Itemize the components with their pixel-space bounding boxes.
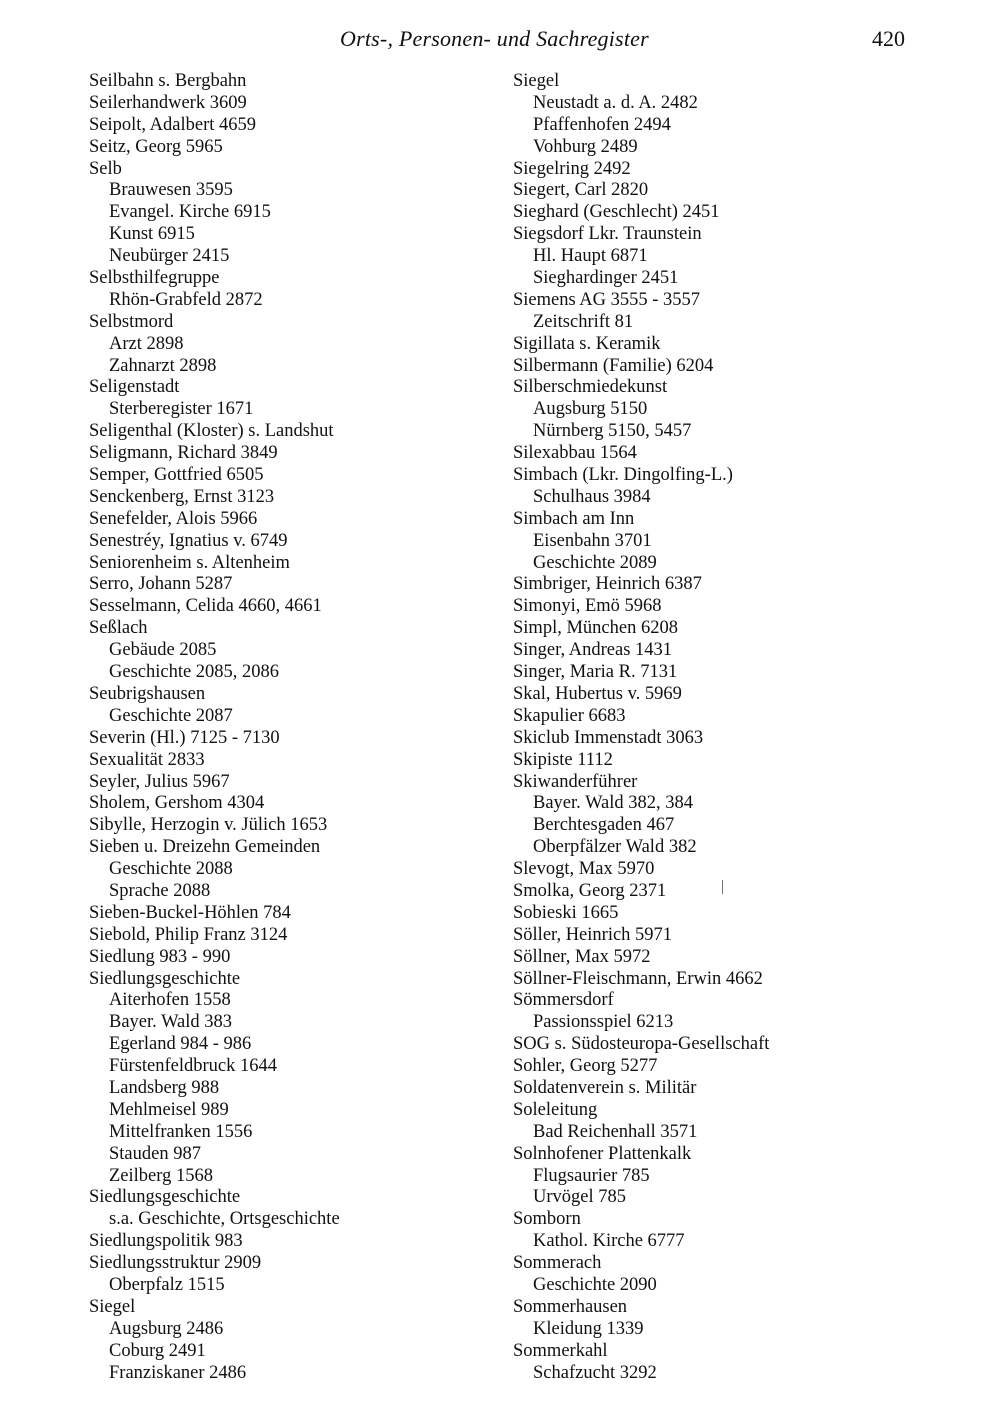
index-entry: Solnhofener Plattenkalk xyxy=(513,1143,692,1164)
index-subentry: Kleidung 1339 xyxy=(533,1318,644,1339)
index-subentry: Berchtesgaden 467 xyxy=(533,815,675,836)
index-subentry: Hl. Haupt 6871 xyxy=(533,246,648,267)
index-entry: Seligmann, Richard 3849 xyxy=(89,443,278,464)
index-entry: Seniorenheim s. Altenheim xyxy=(89,552,290,573)
index-subentry: Gebäude 2085 xyxy=(109,640,217,661)
index-entry: Siedlung 983 - 990 xyxy=(89,946,231,967)
index-subentry: Brauwesen 3595 xyxy=(109,180,233,201)
index-entry: Sömmersdorf xyxy=(513,990,614,1011)
index-entry: Siedlungsstruktur 2909 xyxy=(89,1253,262,1274)
index-subentry: Nürnberg 5150, 5457 xyxy=(533,421,692,442)
scan-artifact-mark xyxy=(722,880,723,894)
index-subentry: Fürstenfeldbruck 1644 xyxy=(109,1056,278,1077)
index-entry: Sommerkahl xyxy=(513,1340,608,1361)
index-entry: Sieben u. Dreizehn Gemeinden xyxy=(89,837,321,858)
index-entry: Simbach (Lkr. Dingolfing-L.) xyxy=(513,465,733,486)
index-entry: Sigillata s. Keramik xyxy=(513,333,661,354)
index-entry: Seilerhandwerk 3609 xyxy=(89,92,247,113)
index-entry: Sommerach xyxy=(513,1253,602,1274)
index-entry: Skiclub Immenstadt 3063 xyxy=(513,727,704,748)
index-entry: Silexabbau 1564 xyxy=(513,443,637,464)
index-subentry: Passionsspiel 6213 xyxy=(533,1012,674,1033)
index-entry: Seligenstadt xyxy=(89,377,180,398)
index-entry: Siegelring 2492 xyxy=(513,158,631,179)
index-entry: Siedlungsgeschichte xyxy=(89,1187,241,1208)
index-column-left xyxy=(89,71,484,1384)
index-entry: Seyler, Julius 5967 xyxy=(89,771,230,792)
index-entry: Soldatenverein s. Militär xyxy=(513,1077,697,1098)
index-subentry: Coburg 2491 xyxy=(109,1340,206,1361)
index-entry: Selbstmord xyxy=(89,311,174,332)
index-subentry: Geschichte 2087 xyxy=(109,705,233,726)
index-subentry: Arzt 2898 xyxy=(109,333,184,354)
index-entry: Siegel xyxy=(513,71,560,91)
index-subentry: Kathol. Kirche 6777 xyxy=(533,1231,685,1252)
index-entry: Simbach am Inn xyxy=(513,508,635,529)
index-column-right xyxy=(513,71,933,1384)
index-entry: Siegert, Carl 2820 xyxy=(513,180,649,201)
index-entry: Söllner, Max 5972 xyxy=(513,946,651,967)
index-entry: Senefelder, Alois 5966 xyxy=(89,508,258,529)
index-entry: Simbriger, Heinrich 6387 xyxy=(513,574,702,595)
index-entry: Seipolt, Adalbert 4659 xyxy=(89,114,256,135)
index-entry: Selbsthilfegruppe xyxy=(89,268,220,289)
index-subentry: Kunst 6915 xyxy=(109,224,195,245)
index-subentry: Neustadt a. d. A. 2482 xyxy=(533,92,698,113)
index-entry: Sohler, Georg 5277 xyxy=(513,1056,658,1077)
index-subentry: Pfaffenhofen 2494 xyxy=(533,114,671,135)
index-entry: Sieben-Buckel-Höhlen 784 xyxy=(89,902,291,923)
index-entry: Simonyi, Emö 5968 xyxy=(513,596,662,617)
index-entry: SOG s. Südosteuropa-Gesellschaft xyxy=(513,1034,770,1055)
index-entry: Silberschmiedekunst xyxy=(513,377,668,398)
index-subentry: Oberpfalz 1515 xyxy=(109,1274,225,1295)
index-entry: Singer, Andreas 1431 xyxy=(513,640,673,661)
index-subentry: Urvögel 785 xyxy=(533,1187,626,1208)
index-subentry: Evangel. Kirche 6915 xyxy=(109,202,271,223)
index-entry: Simpl, München 6208 xyxy=(513,618,678,639)
index-entry: Severin (Hl.) 7125 - 7130 xyxy=(89,727,280,748)
index-entry: Semper, Gottfried 6505 xyxy=(89,465,264,486)
index-subentry: Vohburg 2489 xyxy=(533,136,638,157)
index-subentry: Sprache 2088 xyxy=(109,880,211,901)
index-subentry: Neubürger 2415 xyxy=(109,246,230,267)
index-entry: Siebold, Philip Franz 3124 xyxy=(89,924,288,945)
index-subentry: Zeitschrift 81 xyxy=(533,311,634,332)
index-entry: Soleleitung xyxy=(513,1099,598,1120)
index-entry: Seilbahn s. Bergbahn xyxy=(89,71,247,91)
index-subentry: Mehlmeisel 989 xyxy=(109,1099,229,1120)
index-subentry: Oberpfälzer Wald 382 xyxy=(533,837,697,858)
index-entry: Siemens AG 3555 - 3557 xyxy=(513,289,701,310)
index-subentry: Landsberg 988 xyxy=(109,1077,220,1098)
index-subentry: Flugsaurier 785 xyxy=(533,1165,650,1186)
index-entry: Söllner-Fleischmann, Erwin 4662 xyxy=(513,968,763,989)
index-entry: Seligenthal (Kloster) s. Landshut xyxy=(89,421,334,442)
index-subentry: Geschichte 2088 xyxy=(109,859,233,880)
index-subentry: Bayer. Wald 383 xyxy=(109,1012,233,1033)
index-entry: Senckenberg, Ernst 3123 xyxy=(89,486,275,507)
page-number: 420 xyxy=(872,26,905,51)
index-entry: Siedlungsgeschichte xyxy=(89,968,241,989)
index-subentry: s.a. Geschichte, Ortsgeschichte xyxy=(109,1209,340,1230)
index-entry: Serro, Johann 5287 xyxy=(89,574,233,595)
index-subentry: Franziskaner 2486 xyxy=(109,1362,247,1383)
index-entry: Sexualität 2833 xyxy=(89,749,205,770)
index-subentry: Bayer. Wald 382, 384 xyxy=(533,793,694,814)
index-entry: Somborn xyxy=(513,1209,581,1230)
index-entry: Smolka, Georg 2371 xyxy=(513,880,667,901)
index-entry: Seubrigshausen xyxy=(89,683,206,704)
index-entry: Skipiste 1112 xyxy=(513,749,613,770)
index-subentry: Rhön-Grabfeld 2872 xyxy=(109,289,263,310)
index-entry: Skapulier 6683 xyxy=(513,705,626,726)
index-entry: Singer, Maria R. 7131 xyxy=(513,662,678,683)
index-subentry: Zahnarzt 2898 xyxy=(109,355,217,376)
index-entry: Siegsdorf Lkr. Traunstein xyxy=(513,224,702,245)
index-entry: Skiwanderführer xyxy=(513,771,638,792)
running-header-title: Orts-, Personen- und Sachregister xyxy=(340,26,649,51)
index-entry: Siedlungspolitik 983 xyxy=(89,1231,243,1252)
index-entry: Sommerhausen xyxy=(513,1296,628,1317)
index-subentry: Geschichte 2089 xyxy=(533,552,657,573)
index-subentry: Sieghardinger 2451 xyxy=(533,268,679,289)
index-subentry: Egerland 984 - 986 xyxy=(109,1034,252,1055)
index-subentry: Augsburg 5150 xyxy=(533,399,648,420)
index-entry: Senestréy, Ignatius v. 6749 xyxy=(89,530,288,551)
index-subentry: Stauden 987 xyxy=(109,1143,201,1164)
index-entry: Sholem, Gershom 4304 xyxy=(89,793,265,814)
index-entry: Sieghard (Geschlecht) 2451 xyxy=(513,202,720,223)
index-subentry: Schafzucht 3292 xyxy=(533,1362,657,1383)
index-entry: Selb xyxy=(89,158,122,179)
index-subentry: Aiterhofen 1558 xyxy=(109,990,231,1011)
index-entry: Söller, Heinrich 5971 xyxy=(513,924,673,945)
index-subentry: Zeilberg 1568 xyxy=(109,1165,213,1186)
index-subentry: Schulhaus 3984 xyxy=(533,486,651,507)
index-entry: Skal, Hubertus v. 5969 xyxy=(513,683,682,704)
index-subentry: Geschichte 2085, 2086 xyxy=(109,662,280,683)
index-subentry: Mittelfranken 1556 xyxy=(109,1121,253,1142)
index-entry: Sobieski 1665 xyxy=(513,902,619,923)
index-subentry: Bad Reichenhall 3571 xyxy=(533,1121,698,1142)
index-entry: Slevogt, Max 5970 xyxy=(513,859,655,880)
index-subentry: Eisenbahn 3701 xyxy=(533,530,652,551)
index-entry: Sibylle, Herzogin v. Jülich 1653 xyxy=(89,815,328,836)
index-entry: Sesselmann, Celida 4660, 4661 xyxy=(89,596,322,617)
index-subentry: Sterberegister 1671 xyxy=(109,399,254,420)
index-subentry: Augsburg 2486 xyxy=(109,1318,224,1339)
index-entry: Siegel xyxy=(89,1296,136,1317)
index-subentry: Geschichte 2090 xyxy=(533,1274,657,1295)
index-entry: Seßlach xyxy=(89,618,148,639)
index-entry: Silbermann (Familie) 6204 xyxy=(513,355,714,376)
index-entry: Seitz, Georg 5965 xyxy=(89,136,223,157)
